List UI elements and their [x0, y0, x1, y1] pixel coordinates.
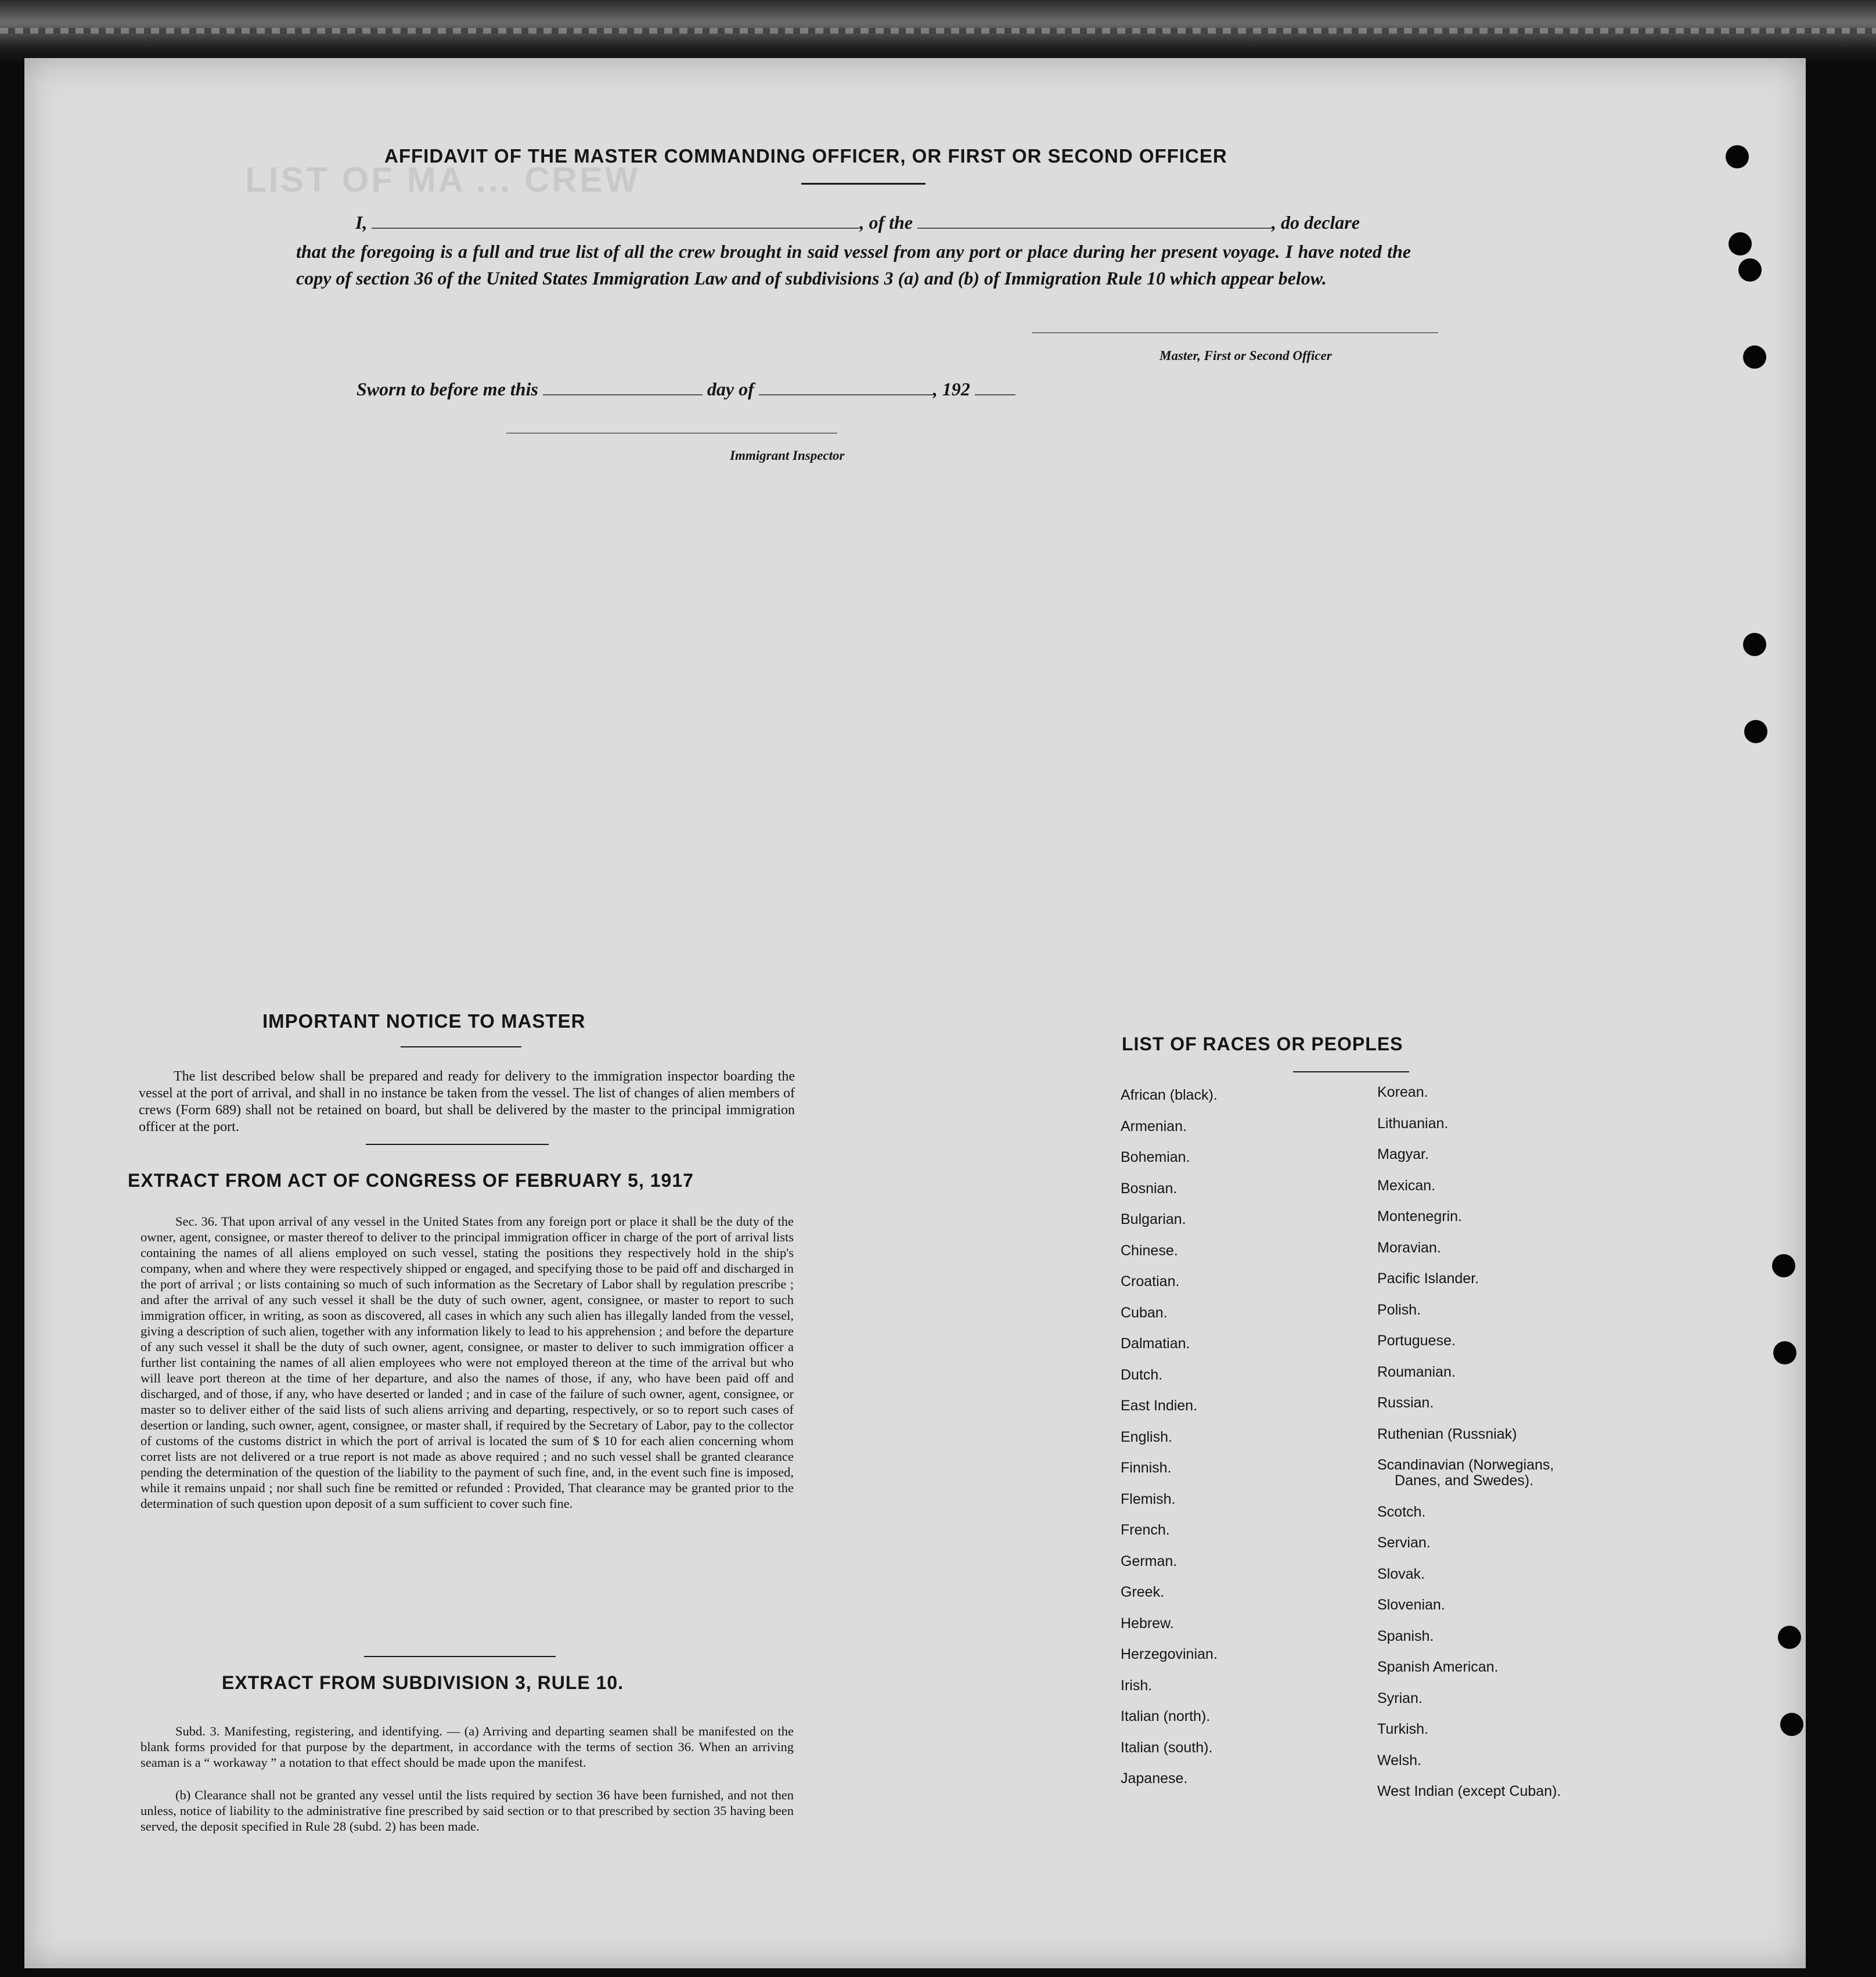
- race-item: Bosnian.: [1121, 1180, 1178, 1197]
- affidavit-line-1: [355, 212, 1360, 233]
- notice-text: The list described below shall be prepared and ready for delivery to the immigration inspector boarding the vessel at the port of arrival, and shall in no instance be taken from the vessel. The list of changes of alien members of crews (Form 689) shall not be retained on board, but shall be delivered by the master to the principal immigration officer at the port.: [139, 1069, 795, 1135]
- affidavit-paragraph: that the foregoing is a full and true list of all the crew brought in said vessel from any port or place during her present voyage. I have noted the copy of section 36 of the United States Immigration Law and of subdivisions 3 (a) and (b) of Immigration Rule 10 which appear below.: [296, 241, 1411, 289]
- race-item: African (black).: [1121, 1087, 1218, 1103]
- extract-rule-para-a: Subd. 3. Manifesting, registering, and identifying. — (a) Arriving and departing seamen shall be manifested on the blank forms provided for that purpose by the department, in accordance with the terms of section 36. When an arriving seaman is a “ workaway ” a notation to that effect should be made upon the manifest.: [141, 1724, 794, 1770]
- year-blank: [975, 394, 1016, 395]
- races-column-1: [1121, 1087, 1218, 1802]
- punch-hole: [1729, 232, 1752, 255]
- race-item: Finnish.: [1121, 1460, 1172, 1476]
- punch-hole: [1726, 145, 1749, 168]
- race-item: Korean.: [1377, 1084, 1428, 1100]
- races-column-2: [1377, 1084, 1561, 1814]
- punch-hole: [1778, 1626, 1801, 1649]
- extract-rule-title: EXTRACT FROM SUBDIVISION 3, RULE 10.: [222, 1672, 624, 1693]
- bleed-through-text: LIST OF MA ... CREW: [245, 160, 640, 199]
- race-item: Scandinavian (Norwegians,: [1377, 1457, 1554, 1473]
- sworn-year: , 192: [932, 379, 970, 399]
- vessel-blank: [917, 227, 1272, 229]
- race-item: Moravian.: [1377, 1239, 1441, 1256]
- race-item: Lithuanian.: [1377, 1115, 1449, 1132]
- inspector-signature-label: Immigrant Inspector: [730, 448, 845, 463]
- race-item: Scotch.: [1377, 1503, 1426, 1520]
- race-item: Welsh.: [1377, 1752, 1421, 1769]
- notice-underline: [401, 1046, 521, 1047]
- race-item: Polish.: [1377, 1301, 1421, 1318]
- race-item: Pacific Islander.: [1377, 1270, 1479, 1287]
- inspector-signature-line: [506, 433, 837, 434]
- race-item: East Indien.: [1121, 1398, 1198, 1414]
- extract-divider: [364, 1656, 556, 1657]
- race-item: Magyar.: [1377, 1146, 1429, 1162]
- race-item: French.: [1121, 1522, 1170, 1538]
- race-item: Flemish.: [1121, 1490, 1176, 1507]
- race-item: Bulgarian.: [1121, 1211, 1186, 1227]
- race-item: Cuban.: [1121, 1304, 1168, 1321]
- race-item: Turkish.: [1377, 1721, 1428, 1737]
- punch-hole: [1780, 1713, 1803, 1736]
- punch-hole: [1743, 345, 1766, 369]
- race-item: Slovak.: [1377, 1565, 1425, 1582]
- race-item: Italian (south).: [1121, 1739, 1213, 1756]
- race-item: English.: [1121, 1428, 1172, 1445]
- race-item: Syrian.: [1377, 1690, 1423, 1706]
- month-blank: [759, 394, 933, 395]
- sworn-day-of: day of: [707, 379, 754, 399]
- race-item: Montenegrin.: [1377, 1208, 1462, 1225]
- affidavit-declare: , do declare: [1272, 212, 1360, 233]
- race-item: Hebrew.: [1121, 1615, 1174, 1632]
- race-item: Dalmatian.: [1121, 1335, 1190, 1352]
- race-item: Roumanian.: [1377, 1363, 1456, 1380]
- affidavit-title: AFFIDAVIT OF THE MASTER COMMANDING OFFICER, OR FIRST OR SECOND OFFICER: [384, 145, 1227, 167]
- master-signature-label: Master, First or Second Officer: [1160, 348, 1332, 363]
- race-item: Herzegovinian.: [1121, 1646, 1218, 1662]
- punch-hole: [1743, 633, 1766, 656]
- punch-hole: [1773, 1341, 1796, 1364]
- race-item: Servian.: [1377, 1535, 1431, 1551]
- race-item: Irish.: [1121, 1677, 1153, 1694]
- race-item: Danes, and Swedes).: [1395, 1472, 1534, 1489]
- affidavit-of-the: , of the: [859, 212, 913, 233]
- race-item: Russian.: [1377, 1395, 1434, 1411]
- race-item: Armenian.: [1121, 1118, 1187, 1135]
- day-blank: [543, 394, 703, 395]
- extract-rule-para-b: (b) Clearance shall not be granted any vessel until the lists required by section 36 have been furnished, and not then unless, notice of liability to the administrative fine prescribed by said section or to that prescribed by section 35 having been served, the deposit specified in Rule 28 (subd. 2) has been made.: [141, 1788, 794, 1834]
- race-item: Italian (north).: [1121, 1708, 1211, 1724]
- race-item: Chinese.: [1121, 1242, 1178, 1259]
- punch-hole: [1744, 720, 1767, 743]
- notice-divider: [366, 1144, 549, 1145]
- name-blank: [372, 227, 859, 229]
- document-page: [24, 58, 1806, 1968]
- affidavit-i: I,: [355, 212, 368, 233]
- race-item: Croatian.: [1121, 1273, 1180, 1290]
- race-item: Spanish.: [1377, 1627, 1434, 1644]
- race-item: Dutch.: [1121, 1366, 1163, 1383]
- race-item: Japanese.: [1121, 1770, 1188, 1787]
- race-item: Slovenian.: [1377, 1597, 1445, 1613]
- race-item: Mexican.: [1377, 1177, 1436, 1194]
- races-title: LIST OF RACES OR PEOPLES: [1122, 1033, 1403, 1054]
- punch-hole: [1738, 258, 1762, 282]
- extract-act-title: EXTRACT FROM ACT OF CONGRESS OF FEBRUARY 5, 1917: [128, 1170, 694, 1191]
- sworn-line: [357, 379, 1016, 400]
- race-item: West Indian (except Cuban).: [1377, 1783, 1561, 1799]
- race-item: Bohemian.: [1121, 1149, 1190, 1165]
- races-underline: [1293, 1071, 1409, 1072]
- title-underline: [801, 183, 926, 185]
- race-item: Greek.: [1121, 1584, 1165, 1600]
- race-item: Spanish American.: [1377, 1659, 1499, 1675]
- scanner-top-edge: [0, 0, 1876, 64]
- extract-act-text: Sec. 36. That upon arrival of any vessel in the United States from any foreign port or place it shall be the duty of the owner, agent, consignee, or master thereof to deliver to the principal immigration officer in charge of the port of arrival lists containing the names of all aliens employed on such vessel, stating the positions they respectively hold in the ship's company, when and where they were respectively shipped or engaged, and specifying those to be paid off and discharged in the port of arrival ; or lists containing so much of such information as the Secretary of Labor shall by regulation prescribe ; and after the arrival of any such vessel it shall be the duty of such owner, agent, consignee, or master to report to such immigration officer, in writing, as soon as discovered, all cases in which any such alien has illegally landed from the vessel, giving a description of such alien, together with any information likely to lead to his apprehension ; and before the departure of any such vessel it shall be the duty of such owner, agent, consignee, or master to deliver to such immigration officer a further list containing the names of all alien employees who were not employed thereon at the time of the arrival but who will leave port thereon at the time of her departure, and also the names of those, if any, who have been paid off and discharged, and of those, if any, who have deserted or landed ; and in case of the failure of such owner, agent, consignee, or master so to deliver either of the said lists of such aliens arriving and departing, respectively, or so to report such cases of desertion or landing, such owner, agent, consignee, or master shall, if required by the Secretary of Labor, pay to the collector of customs of the customs district in which the port of arrival is located the sum of $ 10 for each alien concerning whom corret lists are not delivered or a true report is not made as above required ; and no such vessel shall be granted clearance pending the determination of the question of the liability to the payment of such fine, and, in the event such fine is imposed, while it remains unpaid ; nor shall such fine be remitted or refunded : Provided, That clearance may be granted prior to the determination of such question upon deposit of a sum sufficient to cover such fine.: [141, 1214, 794, 1511]
- master-signature-line: [1032, 332, 1438, 333]
- race-item: Portuguese.: [1377, 1333, 1456, 1349]
- sworn-text: Sworn to before me this: [357, 379, 538, 399]
- race-item: Ruthenian (Russniak): [1377, 1425, 1517, 1442]
- punch-hole: [1772, 1254, 1795, 1277]
- notice-title: IMPORTANT NOTICE TO MASTER: [262, 1010, 586, 1032]
- race-item: German.: [1121, 1553, 1178, 1569]
